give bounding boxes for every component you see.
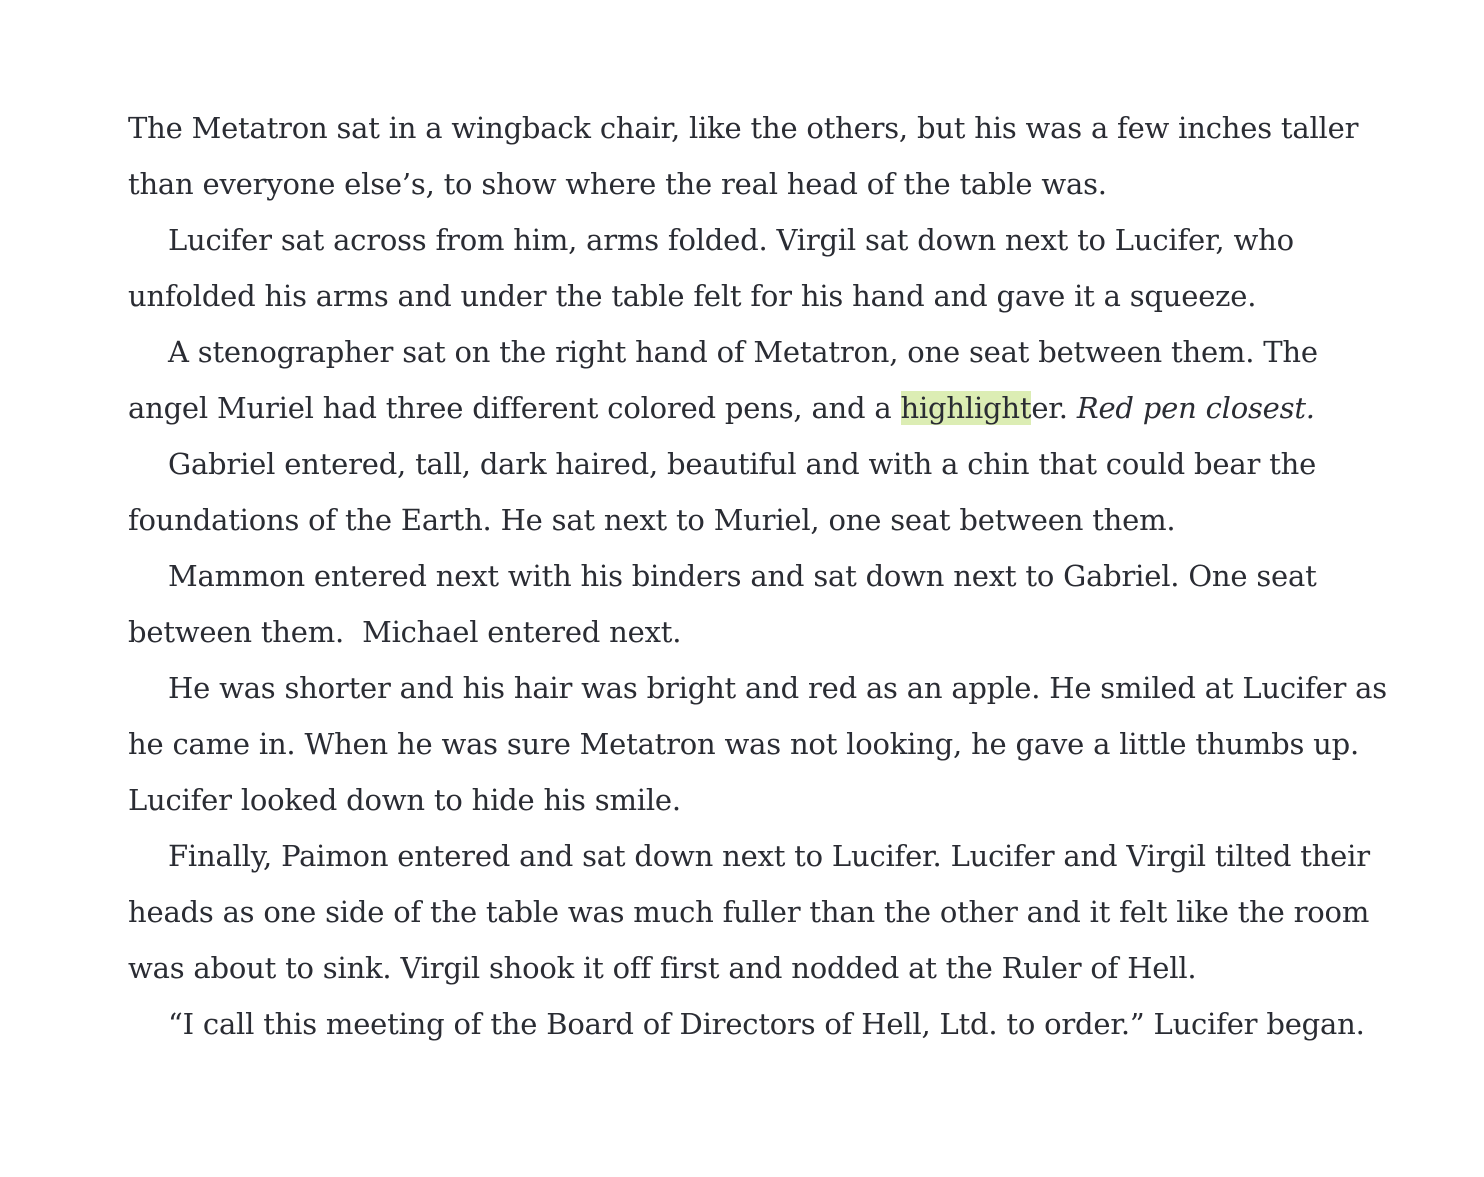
paragraph-4[interactable]: Gabriel entered, tall, dark haired, beautiful and with a chin that could bear the foundations of the Earth. He sat next to Muriel, one seat between them. (128, 447, 1317, 537)
paragraph-5[interactable]: Mammon entered next with his binders and sat down next to Gabriel. One seat between them. Michael entered next. (128, 559, 1326, 649)
paragraph-7[interactable]: Finally, Paimon entered and sat down next to Lucifer. Lucifer and Virgil tilted their heads as one side of the table was much fuller than the other and it felt like the room was about to sink. Virgil shook it off first and nodded at the Ruler of Hell. (128, 839, 1370, 985)
highlighted-text[interactable]: highlight (900, 391, 1032, 425)
italic-text: Red pen closest. (1076, 391, 1315, 425)
paragraph-3-text-after: er. (1031, 391, 1077, 425)
reading-page (128, 100, 1404, 1052)
paragraph-1[interactable]: The Metatron sat in a wingback chair, like the others, but his was a few inches taller than everyone else’s, to show where the real head of the table was. (128, 111, 1359, 201)
paragraph-8[interactable]: “I call this meeting of the Board of Directors of Hell, Ltd. to order.” Lucifer began. (168, 1007, 1365, 1041)
paragraph-3[interactable] (128, 324, 1404, 436)
paragraph-2[interactable]: Lucifer sat across from him, arms folded. Virgil sat down next to Lucifer, who unfolded his arms and under the table felt for his hand and gave it a squeeze. (128, 223, 1294, 313)
paragraph-6[interactable]: He was shorter and his hair was bright and red as an apple. He smiled at Lucifer as he came in. When he was sure Metatron was not looking, he gave a little thumbs up. Lucifer looked down to hide his smile. (128, 671, 1387, 817)
paragraph-3-text-before: A stenographer sat on the right hand of Metatron, one seat between them. The angel Muriel had three different colored pens, and a (128, 335, 1318, 425)
